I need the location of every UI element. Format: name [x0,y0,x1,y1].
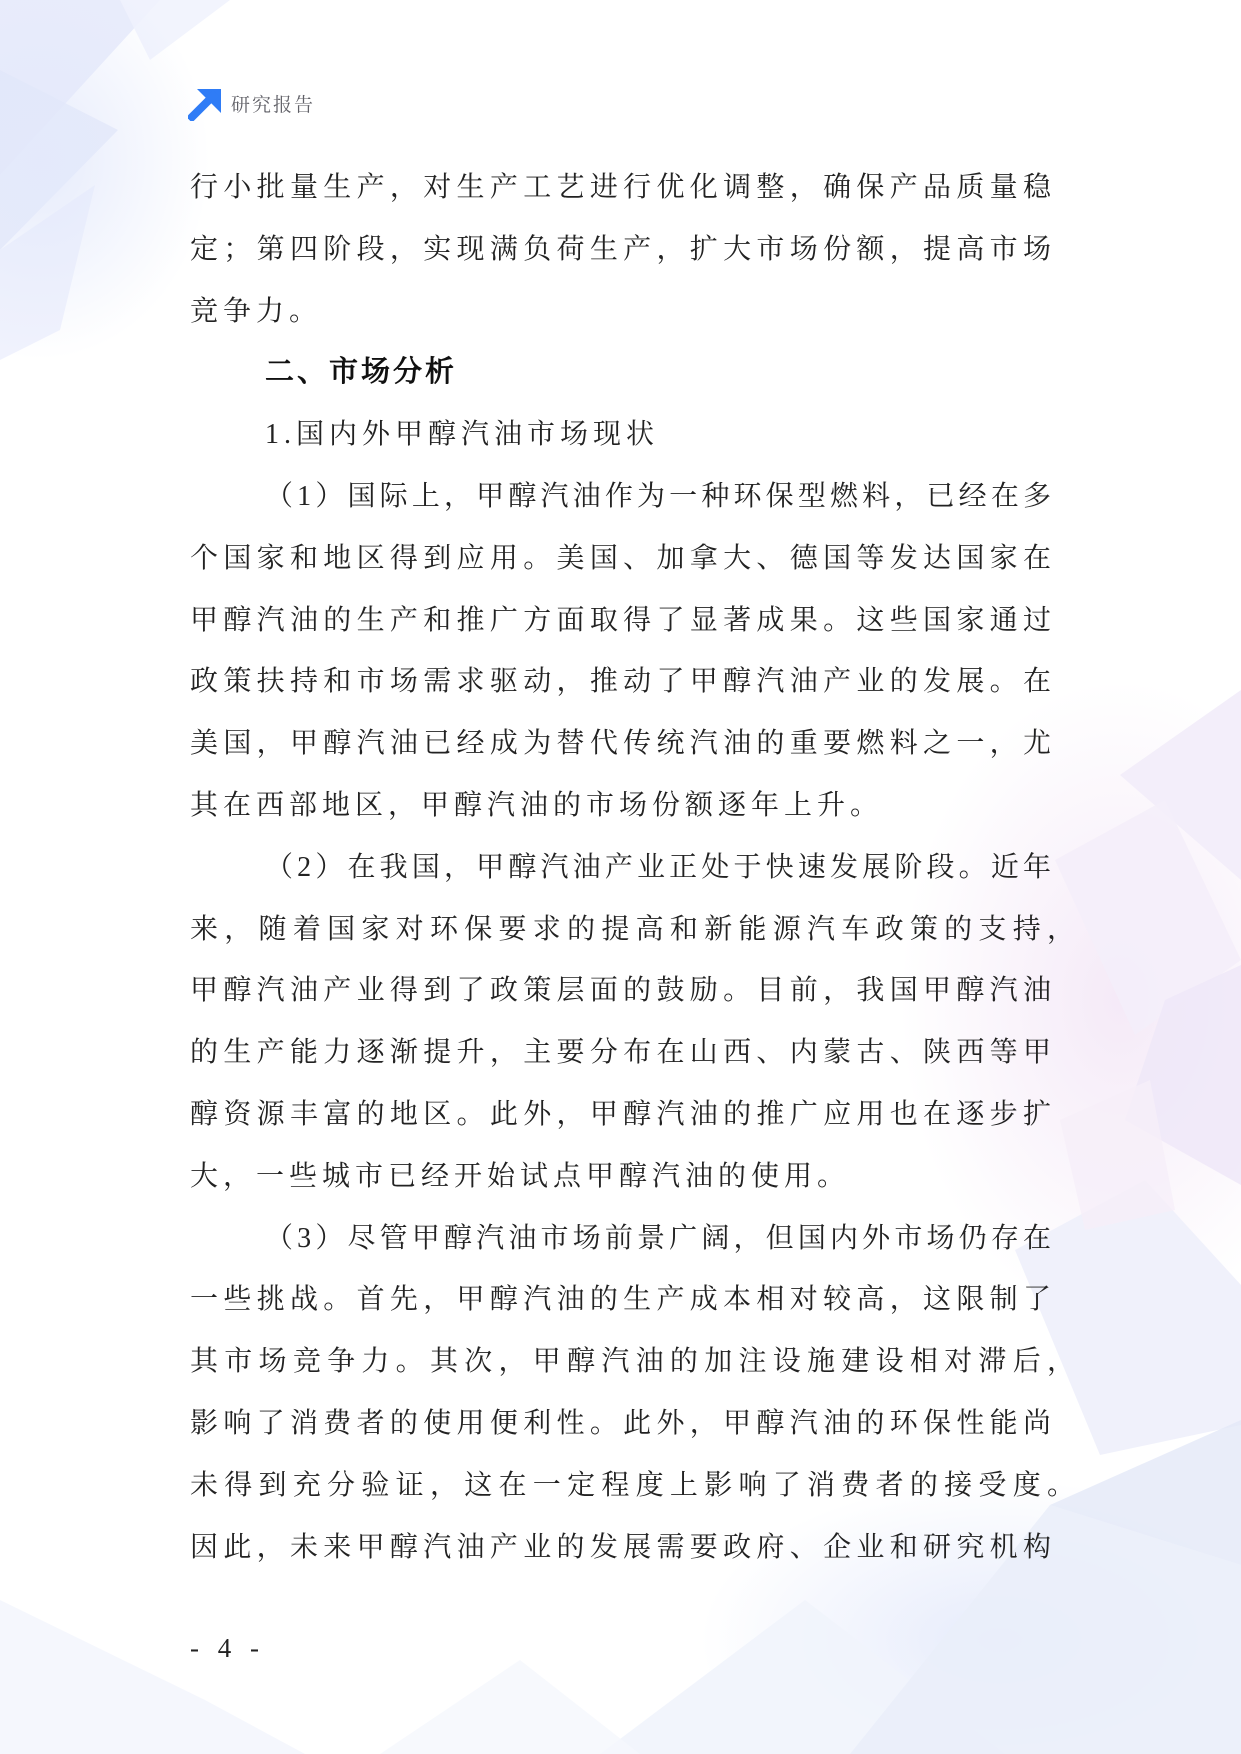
text-line: 未得到充分验证，这在一定程度上影响了消费者的接受度。 [190,1469,1075,1501]
page-number: - 4 - [190,1633,265,1663]
section-heading: 二、市场分析 [265,356,458,389]
text-line: 其市场竞争力。其次，甲醇汽油的加注设施建设相对滞后， [190,1346,1075,1378]
subsection-heading: 1.国内外甲醇汽油市场现状 [265,419,660,451]
text-line: （1）国际上，甲醇汽油作为一种环保型燃料，已经在多 [265,480,1051,512]
document-body [190,157,1075,1578]
text-line: 因此，未来甲醇汽油产业的发展需要政府、企业和研究机构 [190,1531,1051,1563]
text-line: （3）尽管甲醇汽油市场前景广阔，但国内外市场仍存在 [265,1222,1051,1254]
text-line: 其在西部地区，甲醇汽油的市场份额逐年上升。 [190,789,884,821]
paragraph-1 [190,466,1051,837]
text-line: 来，随着国家对环保要求的提高和新能源汽车政策的支持， [190,913,1075,945]
text-line: 甲醇汽油的生产和推广方面取得了显著成果。这些国家通过 [190,604,1051,636]
text-line: 个国家和地区得到应用。美国、加拿大、德国等发达国家在 [190,542,1051,574]
text-line: 大，一些城市已经开始试点甲醇汽油的使用。 [190,1160,851,1192]
header-label: 研究报告 [231,95,316,116]
paragraph-2 [190,837,1075,1208]
text-line: 甲醇汽油产业得到了政策层面的鼓励。目前，我国甲醇汽油 [190,975,1051,1007]
continued-paragraph [190,157,1051,342]
text-line: （2）在我国，甲醇汽油产业正处于快速发展阶段。近年 [265,851,1051,883]
text-line: 行小批量生产，对生产工艺进行优化调整，确保产品质量稳 [190,172,1051,203]
text-line: 醇资源丰富的地区。此外，甲醇汽油的推广应用也在逐步扩 [190,1098,1051,1130]
text-line: 定；第四阶段，实现满负荷生产，扩大市场份额，提高市场 [190,233,1051,265]
text-line: 一些挑战。首先，甲醇汽油的生产成本相对较高，这限制了 [190,1284,1051,1316]
text-line: 美国，甲醇汽油已经成为替代传统汽油的重要燃料之一，尤 [190,728,1051,760]
text-line: 竞争力。 [190,295,323,327]
arrow-up-right-icon [188,89,221,121]
text-line: 影响了消费者的使用便利性。此外，甲醇汽油的环保性能尚 [190,1407,1051,1439]
text-line: 的生产能力逐渐提升，主要分布在山西、内蒙古、陕西等甲 [190,1037,1051,1069]
paragraph-3 [190,1208,1075,1579]
text-line: 政策扶持和市场需求驱动，推动了甲醇汽油产业的发展。在 [190,666,1051,698]
